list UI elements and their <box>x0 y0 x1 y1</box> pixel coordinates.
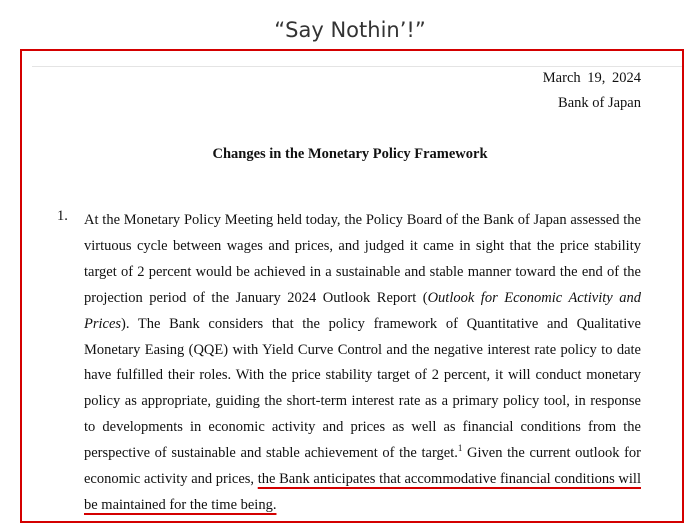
issuing-organization: Bank of Japan <box>558 95 641 111</box>
footnote-marker: 1 <box>457 443 463 454</box>
slide-caption: “Say Nothin’!” <box>274 18 426 42</box>
item-number: 1. <box>57 208 68 224</box>
paragraph-text-part-3: Given the current outlook for economic activity and prices, <box>84 445 641 488</box>
release-date: March 19, 2024 <box>542 70 641 86</box>
document-title: Changes in the Monetary Policy Framework <box>212 146 488 162</box>
page-top-rule <box>32 66 682 67</box>
highlighted-sentence: the Bank anticipates that accommodative financial conditions will be maintained for the time being. <box>84 471 641 513</box>
paragraph-text-part-2: ). The Bank considers that the policy framework of Quantitative and Qualitative Monetary Easing (QQE) with Yield Curve Control and the negative interest rate policy to date have fulfilled their roles. With the price stability target of 2 percent, it will conduct monetary policy as appropriate, guiding the short-term interest rate as a primary policy tool, in response to developments in economic activity and prices as well as financial conditions from the perspective of sustainable and stable achievement of the target. <box>84 315 641 462</box>
paragraph-text-part-1: At the Monetary Policy Meeting held today, the Policy Board of the Bank of Japan assessed the virtuous cycle between wages and prices, and judged it came in sight that the price stability target of 2 percent would be achieved in a sustainable and stable manner toward the end of the projection period of the January 2024 Outlook Report ( <box>84 212 641 306</box>
outlook-report-title: Outlook for Economic Activity and Prices <box>84 289 641 332</box>
policy-paragraph <box>84 208 641 519</box>
